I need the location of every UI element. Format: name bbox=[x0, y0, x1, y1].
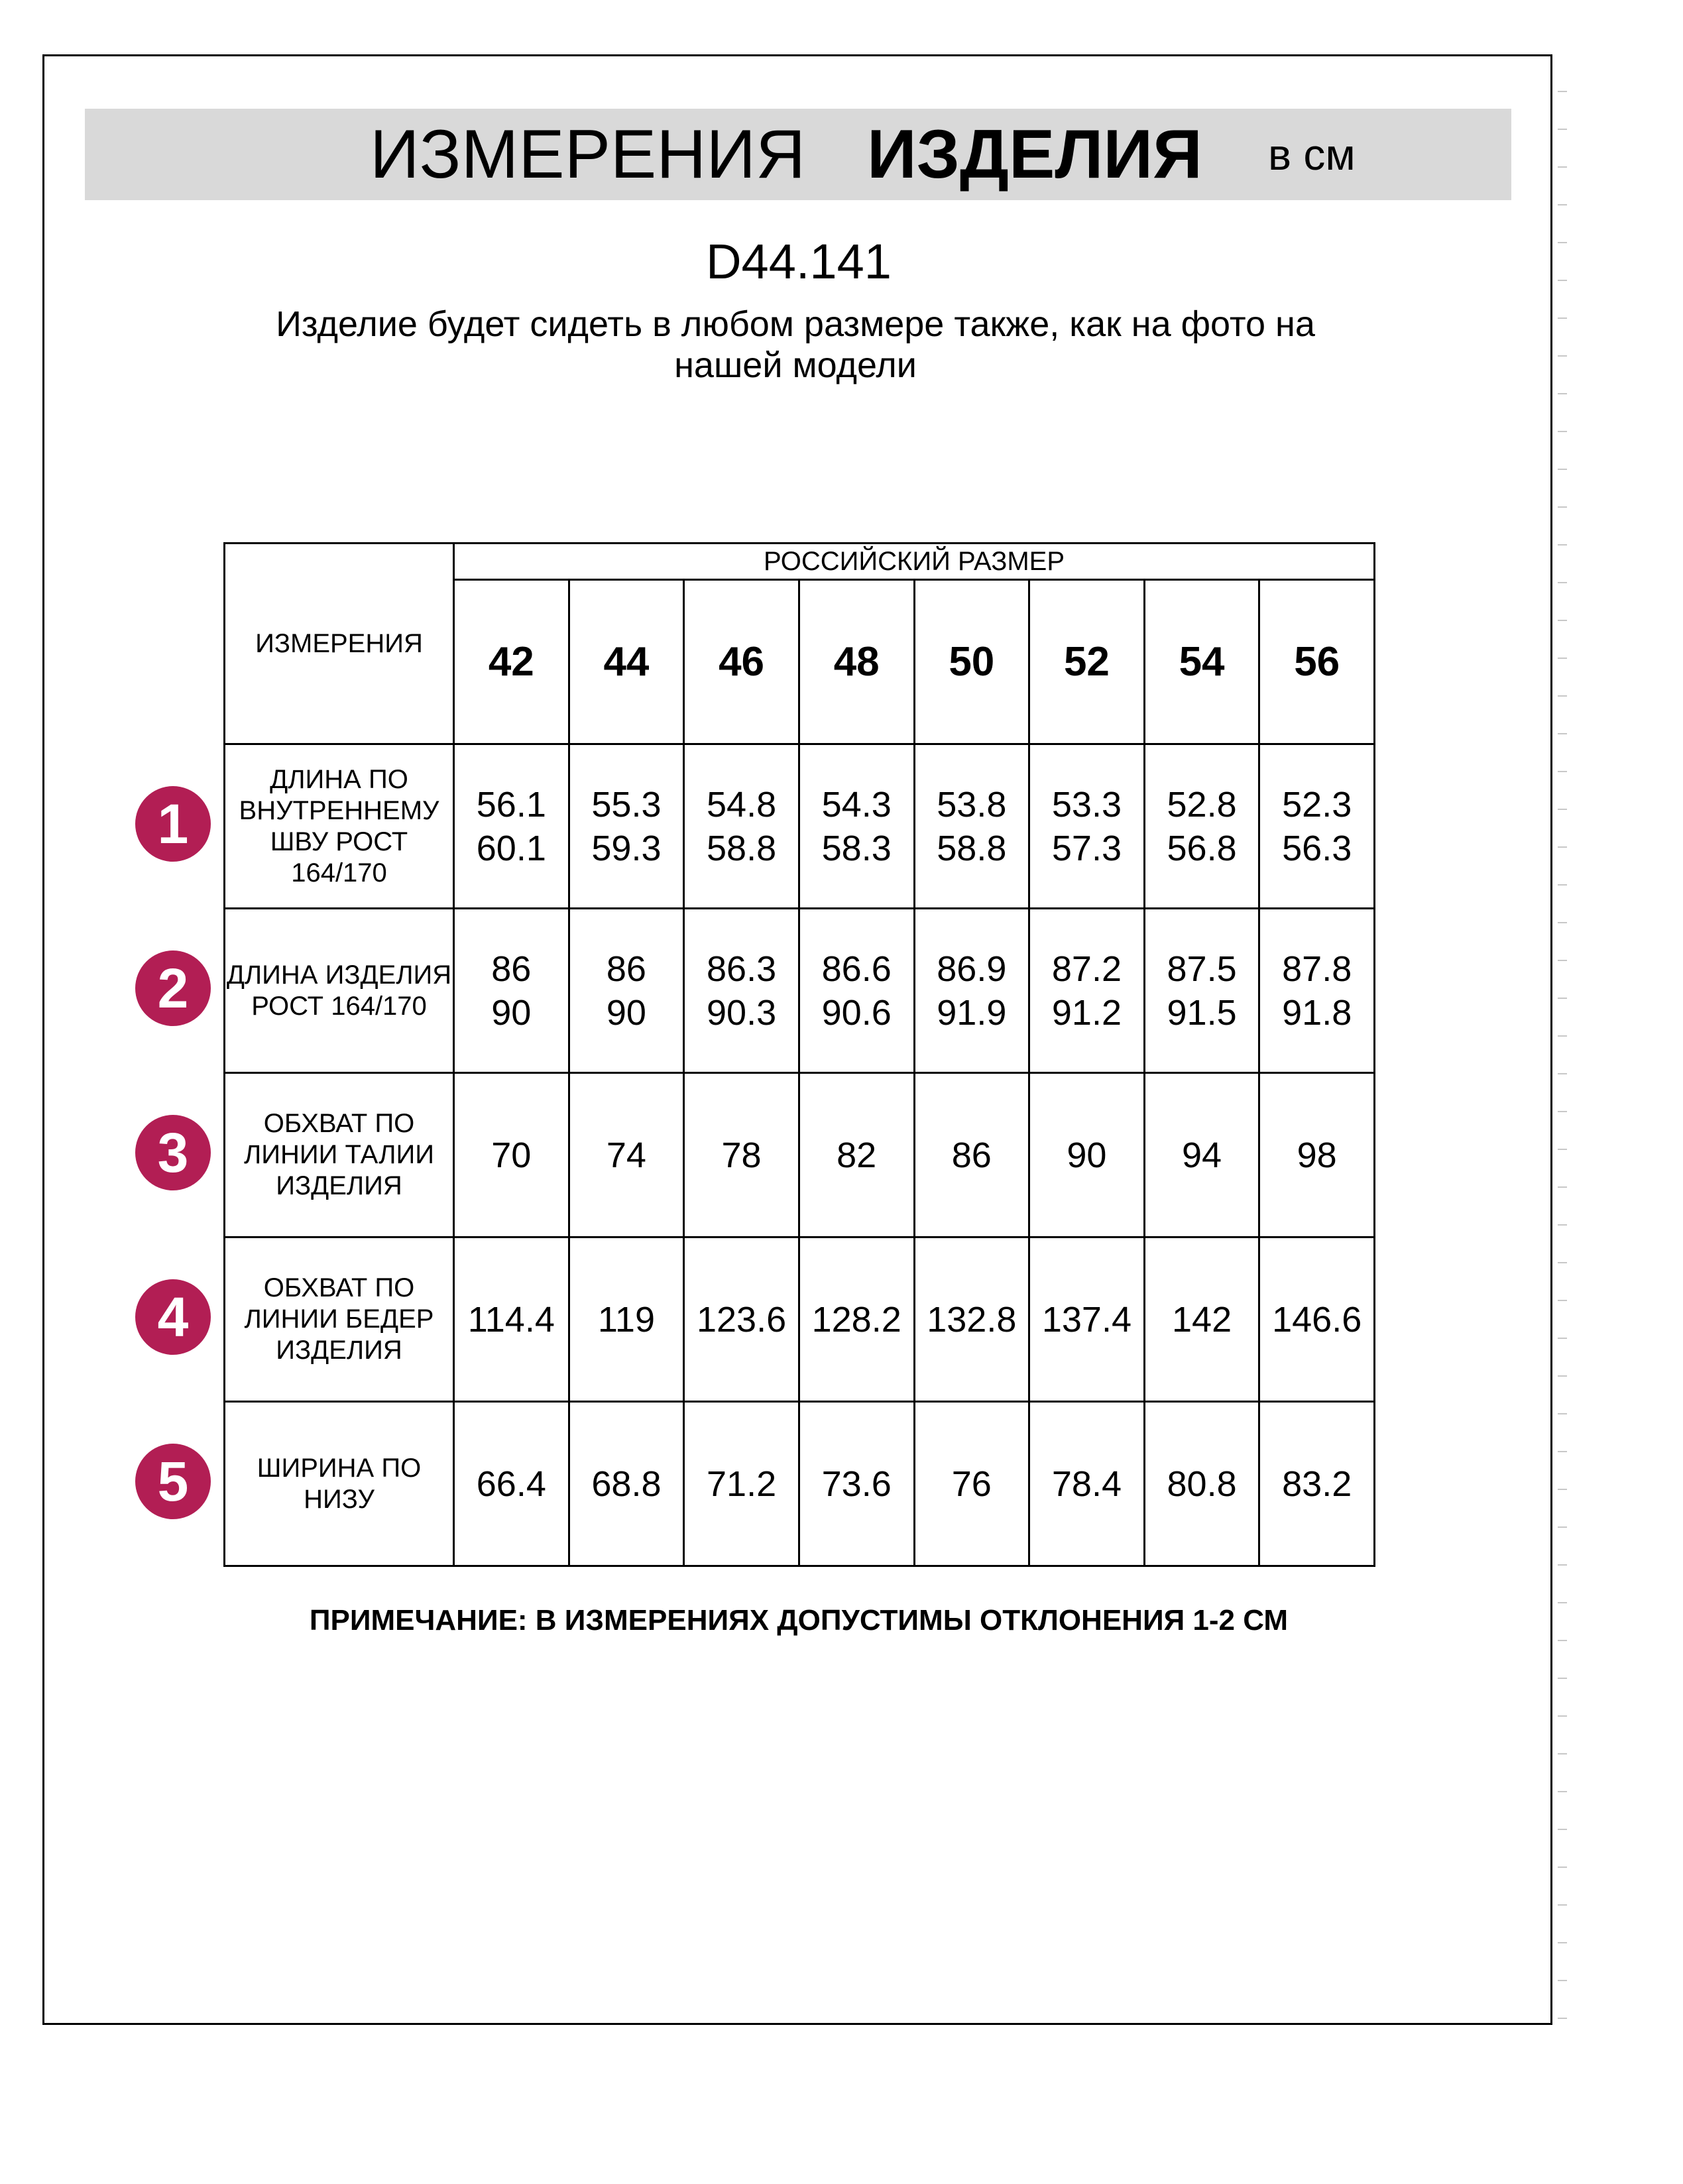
row-number-badge: 5 bbox=[135, 1444, 211, 1519]
size-header-cell: 42 bbox=[454, 580, 569, 744]
value-secondary: 58.8 bbox=[937, 828, 1007, 868]
size-header-cell: 54 bbox=[1144, 580, 1259, 744]
measurement-label: ДЛИНА ПО ВНУТРЕННЕМУ ШВУ РОСТ 164/170 bbox=[225, 744, 454, 909]
measurement-value-cell bbox=[914, 1237, 1029, 1402]
value-primary: 114.4 bbox=[467, 1299, 555, 1340]
measurement-value-cell bbox=[684, 1073, 799, 1237]
value-primary: 74 bbox=[606, 1135, 646, 1175]
value-primary: 87.8 bbox=[1282, 948, 1352, 989]
value-primary: 56.1 bbox=[476, 784, 546, 825]
measurement-value-cell bbox=[569, 1073, 684, 1237]
value-primary: 87.2 bbox=[1051, 948, 1122, 989]
model-code: D44.141 bbox=[706, 234, 892, 289]
measurement-value-cell bbox=[569, 909, 684, 1073]
value-primary: 78 bbox=[721, 1135, 762, 1175]
value-primary: 76 bbox=[951, 1464, 992, 1504]
value-primary: 87.5 bbox=[1167, 948, 1237, 989]
value-secondary: 57.3 bbox=[1051, 828, 1122, 868]
value-secondary: 90.6 bbox=[821, 992, 892, 1033]
measurement-value-cell bbox=[914, 1073, 1029, 1237]
value-primary: 73.6 bbox=[821, 1464, 892, 1504]
measurement-label: ОБХВАТ ПО ЛИНИИ ТАЛИИ ИЗДЕЛИЯ bbox=[225, 1073, 454, 1237]
size-header-cell: 56 bbox=[1259, 580, 1375, 744]
value-primary: 119 bbox=[597, 1299, 655, 1340]
measurement-value-cell bbox=[1259, 909, 1375, 1073]
measurement-value-cell bbox=[799, 1073, 914, 1237]
measurement-value-cell bbox=[799, 1237, 914, 1402]
measurement-row bbox=[225, 1237, 1375, 1402]
measurement-value-cell bbox=[799, 1402, 914, 1566]
value-primary: 90 bbox=[1067, 1135, 1107, 1175]
measurement-value-cell bbox=[799, 744, 914, 909]
measurement-label: ДЛИНА ИЗДЕЛИЯ РОСТ 164/170 bbox=[225, 909, 454, 1073]
measurement-value-cell bbox=[1144, 1402, 1259, 1566]
measurement-value-cell bbox=[1259, 744, 1375, 909]
value-secondary: 90 bbox=[606, 992, 646, 1033]
measurement-value-cell bbox=[1144, 1073, 1259, 1237]
fit-subtitle: Изделие будет сидеть в любом размере также, как на фото на нашей модели bbox=[276, 304, 1315, 385]
value-primary: 142 bbox=[1172, 1299, 1232, 1340]
value-primary: 80.8 bbox=[1167, 1464, 1237, 1504]
value-primary: 52.3 bbox=[1282, 784, 1352, 825]
value-primary: 54.3 bbox=[821, 784, 892, 825]
measurement-value-cell bbox=[1259, 1073, 1375, 1237]
measurement-value-cell bbox=[569, 744, 684, 909]
measurement-row bbox=[225, 744, 1375, 909]
measurement-value-cell bbox=[1144, 1237, 1259, 1402]
measurement-value-cell bbox=[799, 909, 914, 1073]
value-primary: 137.4 bbox=[1041, 1299, 1132, 1340]
value-primary: 86 bbox=[951, 1135, 992, 1175]
measurement-value-cell bbox=[684, 909, 799, 1073]
value-primary: 98 bbox=[1297, 1135, 1337, 1175]
value-primary: 94 bbox=[1182, 1135, 1222, 1175]
value-primary: 86.3 bbox=[707, 948, 777, 989]
row-number-badge: 2 bbox=[135, 950, 211, 1026]
measurement-row bbox=[225, 1073, 1375, 1237]
value-secondary: 91.5 bbox=[1167, 992, 1237, 1033]
measurement-value-cell bbox=[569, 1237, 684, 1402]
measurement-value-cell bbox=[454, 744, 569, 909]
row-number-badge: 1 bbox=[135, 786, 211, 862]
measurement-value-cell bbox=[914, 744, 1029, 909]
value-primary: 66.4 bbox=[476, 1464, 546, 1504]
measurement-value-cell bbox=[1259, 1402, 1375, 1566]
value-primary: 54.8 bbox=[707, 784, 777, 825]
measurement-value-cell bbox=[684, 1402, 799, 1566]
value-secondary: 60.1 bbox=[476, 828, 546, 868]
title-units: в см bbox=[1268, 130, 1356, 179]
size-header-cell: 52 bbox=[1029, 580, 1145, 744]
row-number-badge: 3 bbox=[135, 1115, 211, 1190]
value-primary: 128.2 bbox=[811, 1299, 901, 1340]
value-primary: 52.8 bbox=[1167, 784, 1237, 825]
measurement-value-cell bbox=[1144, 909, 1259, 1073]
measurement-value-cell bbox=[914, 909, 1029, 1073]
measurement-value-cell bbox=[569, 1402, 684, 1566]
value-primary: 55.3 bbox=[591, 784, 662, 825]
value-primary: 86 bbox=[491, 948, 532, 989]
row-number-badge: 4 bbox=[135, 1279, 211, 1355]
ruler-ticks bbox=[1558, 54, 1567, 2025]
measurements-header: ИЗМЕРЕНИЯ bbox=[225, 544, 454, 744]
size-header-cell: 48 bbox=[799, 580, 914, 744]
value-primary: 83.2 bbox=[1282, 1464, 1352, 1504]
value-secondary: 58.8 bbox=[707, 828, 777, 868]
value-primary: 86 bbox=[606, 948, 646, 989]
value-secondary: 56.8 bbox=[1167, 828, 1237, 868]
value-secondary: 59.3 bbox=[591, 828, 662, 868]
value-secondary: 91.8 bbox=[1282, 992, 1352, 1033]
value-secondary: 91.9 bbox=[937, 992, 1007, 1033]
size-header-cell: 50 bbox=[914, 580, 1029, 744]
measurement-value-cell bbox=[454, 1237, 569, 1402]
measurement-value-cell bbox=[1029, 1402, 1145, 1566]
value-primary: 86.9 bbox=[937, 948, 1007, 989]
measurement-value-cell bbox=[454, 1073, 569, 1237]
value-primary: 70 bbox=[491, 1135, 532, 1175]
measurement-value-cell bbox=[914, 1402, 1029, 1566]
measurement-value-cell bbox=[684, 1237, 799, 1402]
value-primary: 53.8 bbox=[937, 784, 1007, 825]
measurement-value-cell bbox=[1144, 744, 1259, 909]
measurement-value-cell bbox=[1029, 744, 1145, 909]
size-table bbox=[223, 542, 1375, 1567]
value-secondary: 91.2 bbox=[1051, 992, 1122, 1033]
value-primary: 123.6 bbox=[696, 1299, 787, 1340]
size-header-cell: 46 bbox=[684, 580, 799, 744]
measurement-value-cell bbox=[1259, 1237, 1375, 1402]
title-measurements: ИЗМЕРЕНИЯ bbox=[370, 116, 806, 193]
title-bar bbox=[85, 109, 1511, 200]
value-secondary: 90.3 bbox=[707, 992, 777, 1033]
value-primary: 86.6 bbox=[821, 948, 892, 989]
measurement-label: ШИРИНА ПО НИЗУ bbox=[225, 1402, 454, 1566]
value-primary: 68.8 bbox=[591, 1464, 662, 1504]
value-primary: 78.4 bbox=[1051, 1464, 1122, 1504]
value-primary: 82 bbox=[837, 1135, 877, 1175]
size-header-cell: 44 bbox=[569, 580, 684, 744]
value-secondary: 90 bbox=[491, 992, 532, 1033]
measurement-value-cell bbox=[1029, 1073, 1145, 1237]
tolerance-note: ПРИМЕЧАНИЕ: В ИЗМЕРЕНИЯХ ДОПУСТИМЫ ОТКЛОНЕНИЯ 1-2 СМ bbox=[309, 1604, 1289, 1637]
measurement-value-cell bbox=[1029, 909, 1145, 1073]
value-primary: 53.3 bbox=[1051, 784, 1122, 825]
measurement-value-cell bbox=[684, 744, 799, 909]
size-group-header: РОССИЙСКИЙ РАЗМЕР bbox=[454, 544, 1375, 580]
value-secondary: 56.3 bbox=[1282, 828, 1352, 868]
measurement-value-cell bbox=[454, 1402, 569, 1566]
value-primary: 146.6 bbox=[1272, 1299, 1362, 1340]
measurement-row bbox=[225, 1402, 1375, 1566]
measurement-value-cell bbox=[1029, 1237, 1145, 1402]
title-product: ИЗДЕЛИЯ bbox=[867, 116, 1202, 193]
measurement-row bbox=[225, 909, 1375, 1073]
measurement-label: ОБХВАТ ПО ЛИНИИ БЕДЕР ИЗДЕЛИЯ bbox=[225, 1237, 454, 1402]
measurement-value-cell bbox=[454, 909, 569, 1073]
value-secondary: 58.3 bbox=[821, 828, 892, 868]
value-primary: 132.8 bbox=[927, 1299, 1017, 1340]
value-primary: 71.2 bbox=[707, 1464, 777, 1504]
